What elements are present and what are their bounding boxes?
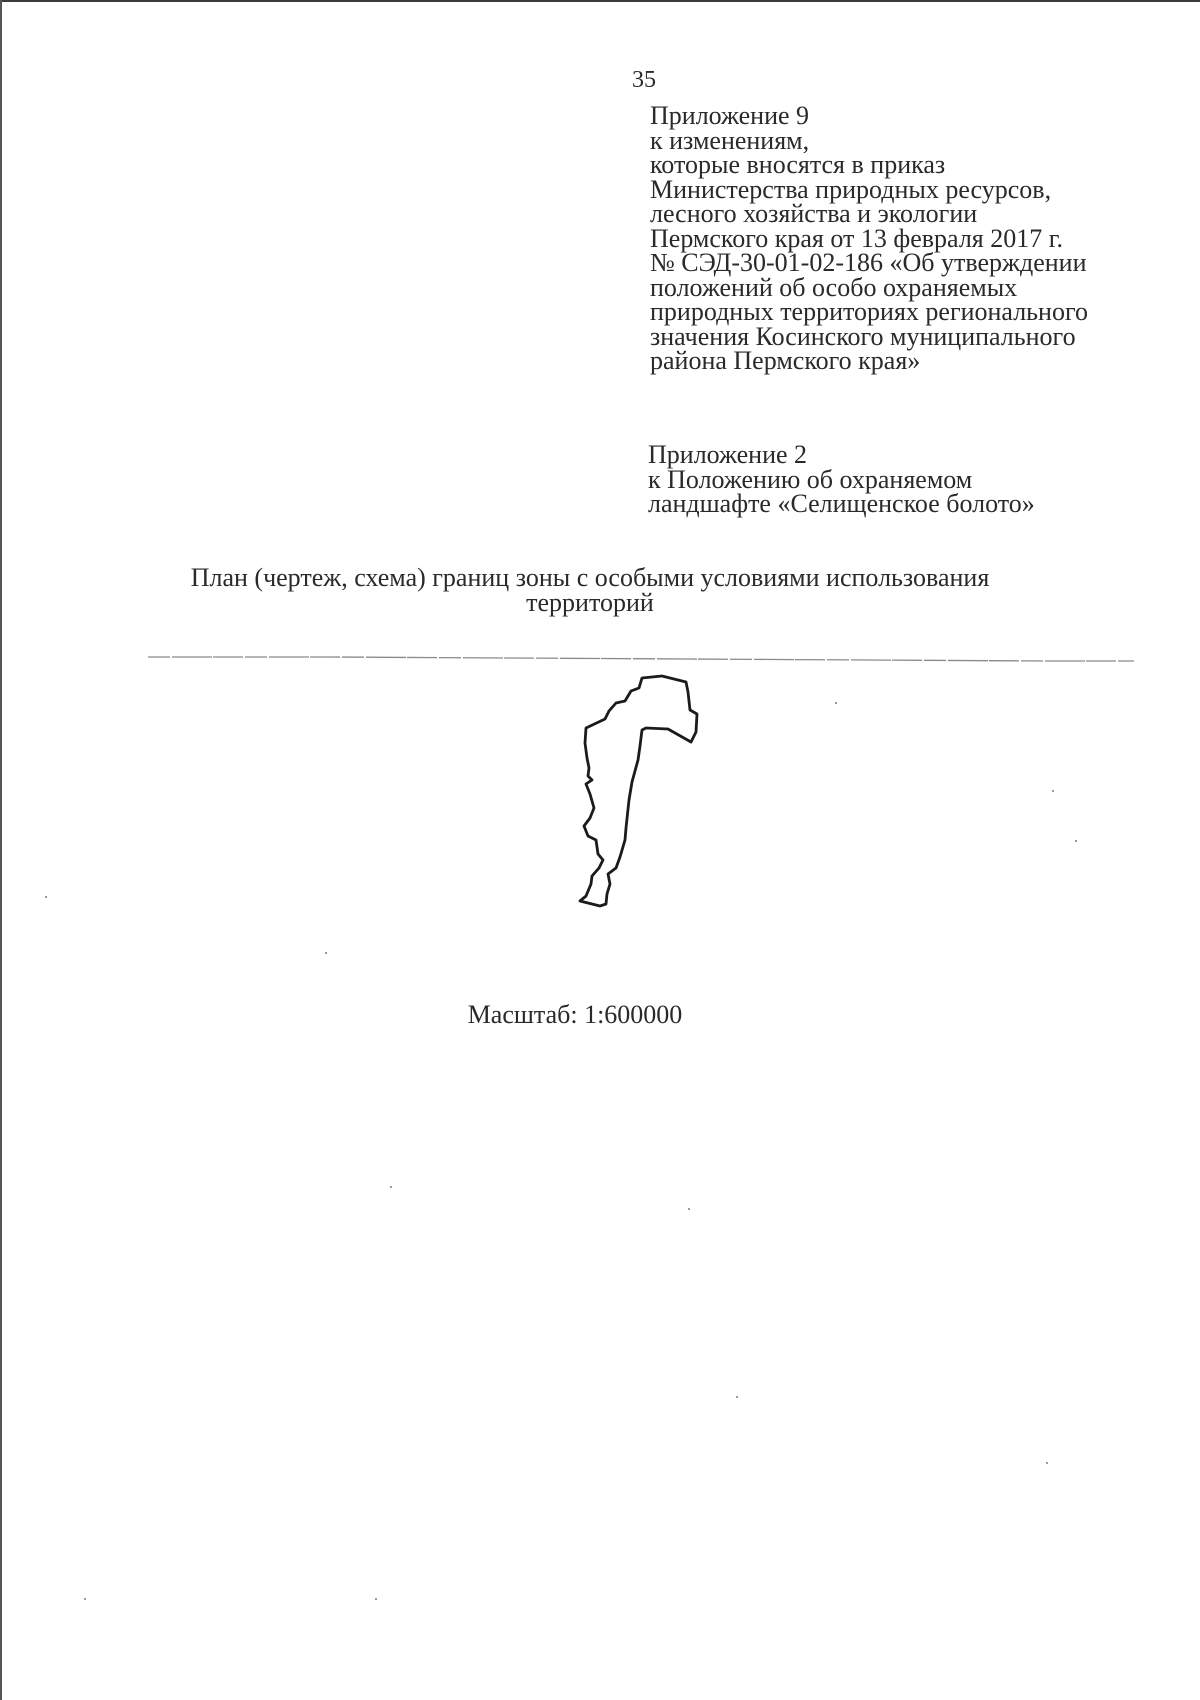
appendix-9-line: Приложение 9 bbox=[650, 101, 810, 130]
appendix-2-header bbox=[648, 440, 1168, 518]
horizontal-separator bbox=[148, 655, 1134, 667]
plan-title-line-2: территорий bbox=[526, 587, 654, 617]
boundary-map bbox=[570, 670, 710, 910]
appendix-9-line: значения Косинского муниципального bbox=[650, 321, 1076, 351]
scan-speck bbox=[1075, 840, 1077, 842]
scan-speck bbox=[1052, 790, 1054, 792]
scan-speck bbox=[1046, 1462, 1048, 1464]
scan-speck bbox=[835, 702, 837, 704]
scan-speck bbox=[688, 1208, 690, 1210]
appendix-2-line: к Положению об охраняемом bbox=[648, 464, 973, 494]
appendix-9-line: природных территориях регионального bbox=[650, 297, 1088, 326]
appendix-2-line: ландшафте «Селищенское болото» bbox=[648, 489, 1035, 518]
appendix-9-line: лесного хозяйства и экологии bbox=[650, 199, 978, 228]
plan-title bbox=[150, 563, 1030, 617]
appendix-9-line: положений об особо охраняемых bbox=[650, 272, 1018, 302]
appendix-9-line: Министерства природных ресурсов, bbox=[650, 174, 1052, 204]
appendix-9-header bbox=[650, 101, 1170, 375]
appendix-9-line: к изменениям, bbox=[650, 125, 810, 155]
scan-speck bbox=[375, 1598, 377, 1600]
scan-speck bbox=[736, 1396, 738, 1398]
scale-label: Масштаб: 1:600000 bbox=[467, 1000, 683, 1029]
appendix-9-line: района Пермского края» bbox=[650, 346, 921, 375]
appendix-9-line: № СЭД-30-01-02-186 «Об утверждении bbox=[650, 248, 1087, 277]
plan-title-line-1: План (чертеж, схема) границ зоны с особыми условиями использования bbox=[190, 563, 990, 592]
scan-edge-top bbox=[0, 0, 1200, 2]
appendix-2-line: Приложение 2 bbox=[648, 440, 808, 469]
boundary-outline-icon bbox=[570, 670, 710, 910]
scan-speck bbox=[84, 1598, 86, 1600]
scan-speck bbox=[390, 1186, 392, 1188]
appendix-9-line: которые вносятся в приказ bbox=[650, 150, 946, 179]
scan-speck bbox=[45, 896, 47, 898]
page-number: 35 bbox=[632, 67, 656, 93]
appendix-9-line: Пермского края от 13 февраля 2017 г. bbox=[650, 223, 1063, 253]
scan-edge-left bbox=[0, 0, 2, 1700]
scan-speck bbox=[325, 952, 327, 954]
